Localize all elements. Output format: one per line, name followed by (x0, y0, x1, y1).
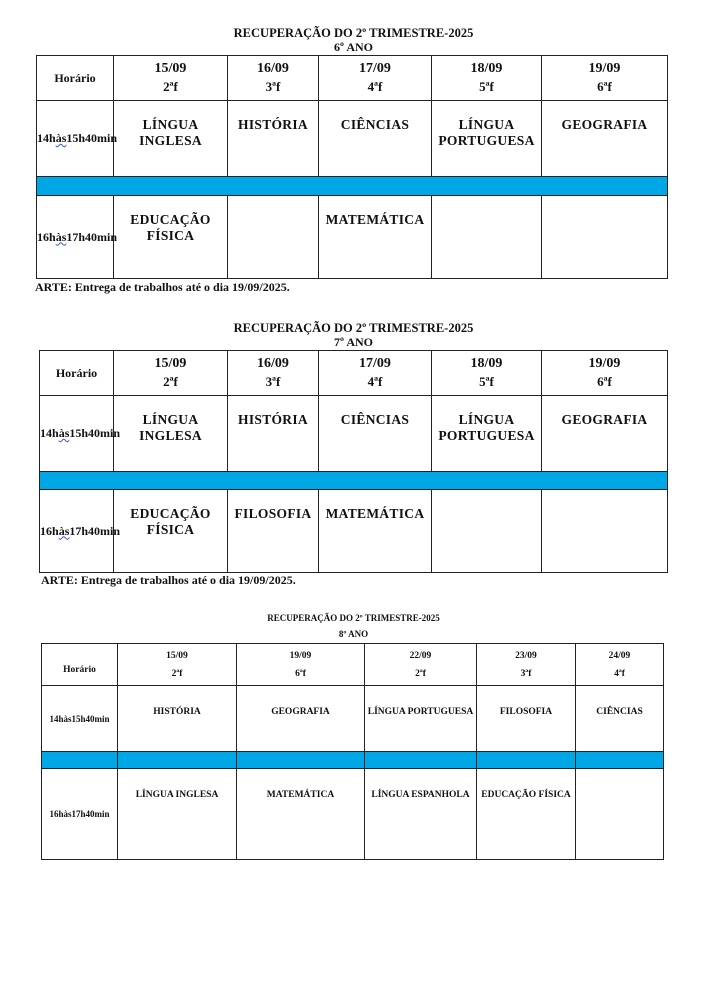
subject-cell: LÍNGUA INGLESA (118, 769, 237, 860)
subject-cell (432, 196, 542, 279)
day-header: 17/09 4ªf (319, 56, 432, 101)
horario-header: Horário (40, 351, 114, 396)
day-header: 19/09 6ªf (237, 644, 365, 686)
day-header: 15/09 2ªf (114, 351, 228, 396)
schedule-title-7: RECUPERAÇÃO DO 2º TRIMESTRE-2025 (233, 321, 474, 335)
day-header: 15/09 2ªf (114, 56, 228, 101)
subject-cell (432, 490, 542, 573)
time-cell: 14hàs15h40min (40, 396, 114, 472)
subject-cell: FILOSOFIA (477, 686, 576, 752)
day-header: 18/09 5ªf (432, 351, 542, 396)
separator-row (37, 177, 668, 196)
subject-cell: EDUCAÇÃO FÍSICA (477, 769, 576, 860)
time-cell: 16hàs17h40min (40, 490, 114, 573)
subject-cell: LÍNGUA PORTUGUESA (432, 396, 542, 472)
horario-header: Horário (37, 56, 114, 101)
subject-cell (576, 769, 664, 860)
time-cell: 16hàs17h40min (37, 196, 114, 279)
arte-note-7: ARTE: Entrega de trabalhos até o dia 19/09/2025. (41, 573, 296, 587)
slot-row (37, 101, 668, 177)
schedule-title-6: RECUPERAÇÃO DO 2º TRIMESTRE-2025 (233, 26, 474, 40)
day-header: 19/09 6ªf (542, 351, 668, 396)
schedule-table-7 (39, 350, 668, 573)
day-header: 15/09 2ªf (118, 644, 237, 686)
separator-row (42, 752, 664, 769)
subject-cell: HISTÓRIA (118, 686, 237, 752)
subject-cell: MATEMÁTICA (319, 490, 432, 573)
subject-cell (542, 196, 668, 279)
subject-cell: EDUCAÇÃO FÍSICA (114, 490, 228, 573)
subject-cell: LÍNGUA PORTUGUESA (432, 101, 542, 177)
slot-row (40, 490, 668, 573)
subject-cell: GEOGRAFIA (237, 686, 365, 752)
subject-cell: LÍNGUA INGLESA (114, 396, 228, 472)
schedule-title-8: RECUPERAÇÃO DO 2º TRIMESTRE-2025 (267, 613, 440, 623)
day-header: 22/09 2ªf (365, 644, 477, 686)
subject-cell: GEOGRAFIA (542, 396, 668, 472)
header-row (37, 56, 668, 101)
day-header: 23/09 3ªf (477, 644, 576, 686)
header-row (40, 351, 668, 396)
day-header: 24/09 4ªf (576, 644, 664, 686)
day-header: 16/09 3ªf (228, 351, 319, 396)
subject-cell: CIÊNCIAS (319, 101, 432, 177)
header-row (42, 644, 664, 686)
time-cell: 16hàs17h40min (42, 769, 118, 860)
grade-label-8: 8º ANO (338, 629, 369, 639)
day-header: 19/09 6ªf (542, 56, 668, 101)
separator-row (40, 472, 668, 490)
subject-cell: CIÊNCIAS (576, 686, 664, 752)
slot-row (42, 769, 664, 860)
subject-cell: MATEMÁTICA (319, 196, 432, 279)
day-header: 17/09 4ªf (319, 351, 432, 396)
subject-cell: EDUCAÇÃO FÍSICA (114, 196, 228, 279)
subject-cell: LÍNGUA INGLESA (114, 101, 228, 177)
slot-row (40, 396, 668, 472)
subject-cell: HISTÓRIA (228, 396, 319, 472)
day-header: 18/09 5ªf (432, 56, 542, 101)
subject-cell: LÍNGUA ESPANHOLA (365, 769, 477, 860)
arte-note-6: ARTE: Entrega de trabalhos até o dia 19/09/2025. (35, 280, 290, 294)
subject-cell: LÍNGUA PORTUGUESA (365, 686, 477, 752)
grade-label-6: 6º ANO (334, 40, 373, 54)
subject-cell: HISTÓRIA (228, 101, 319, 177)
time-cell: 14hàs15h40min (37, 101, 114, 177)
subject-cell (542, 490, 668, 573)
time-cell: 14hàs15h40min (42, 686, 118, 752)
subject-cell: GEOGRAFIA (542, 101, 668, 177)
subject-cell: CIÊNCIAS (319, 396, 432, 472)
schedule-table-8 (41, 643, 664, 860)
subject-cell: MATEMÁTICA (237, 769, 365, 860)
grade-label-7: 7º ANO (334, 335, 373, 349)
subject-cell (228, 196, 319, 279)
slot-row (37, 196, 668, 279)
schedule-table-6 (36, 55, 668, 279)
day-header: 16/09 3ªf (228, 56, 319, 101)
slot-row (42, 686, 664, 752)
horario-header: Horário (42, 644, 118, 686)
subject-cell: FILOSOFIA (228, 490, 319, 573)
